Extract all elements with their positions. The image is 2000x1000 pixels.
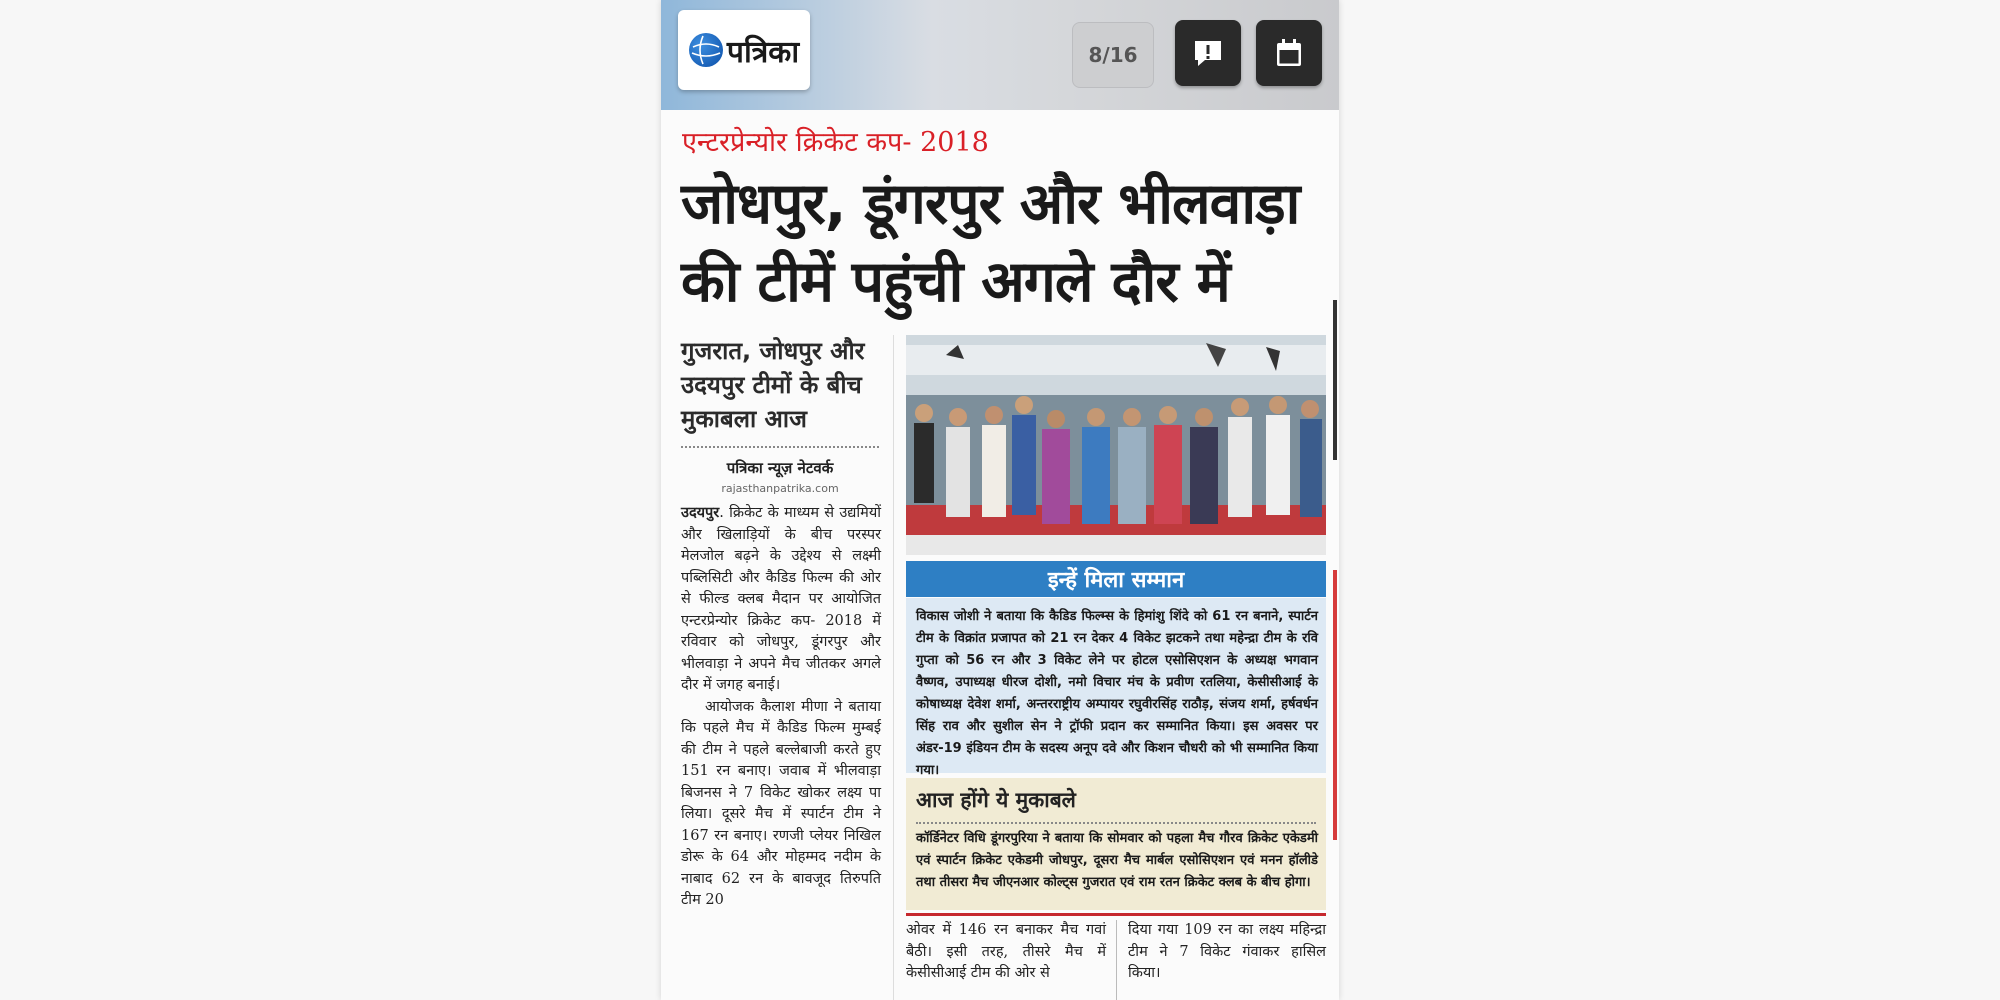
column-divider <box>893 335 894 1000</box>
globe-icon <box>689 33 723 67</box>
honor-box-title: इन्हें मिला सम्मान <box>906 561 1326 597</box>
calendar-icon <box>1272 36 1306 70</box>
page-edge-mark <box>1333 300 1337 460</box>
calendar-button[interactable] <box>1256 20 1322 86</box>
article-headline: जोधपुर, डूंगरपुर और भीलवाड़ा की टीमें पहुंची अगले दौर में <box>681 171 1300 315</box>
honor-box-text: विकास जोशी ने बताया कि कैडिड फिल्म्स के हिमांशु शिंदे को 61 रन बनाने, स्पार्टन टीम के विक्रांत प्रजापत को 21 रन देकर 4 विकेट झटकने तथा महेन्द्रा टीम के रवि गुप्ता को 56 रन और 3 विकेट लेने पर होटल एसोसिएशन के अध्यक्ष भगवान वैष्णव, उपाध्यक्ष धीरज दोशी, नमो विचार मंच के प्रवीण रतलिया, केसीसीआई के कोषाध्यक्ष देवेश शर्मा, अन्तरराष्ट्रीय अम्पायर रघुवीरसिंह राठौड़, संजय शर्मा, हर्षवर्धन सिंह राव और सुशील सेन ने ट्रॉफी प्रदान कर सम्मानित किया। इस अवसर पर अंडर-19 इंडियन टीम के सदस्य अनूप दवे और किशन चौधरी को भी सम्मानित किया गया। <box>916 609 1318 778</box>
matches-box <box>906 778 1326 910</box>
report-button[interactable] <box>1175 20 1241 86</box>
article-subhead: गुजरात, जोधपुर और उदयपुर टीमों के बीच मुकाबला आज <box>681 337 865 433</box>
honor-box <box>906 598 1326 778</box>
team-photo <box>906 335 1326 555</box>
logo-text: पत्रिका <box>726 34 800 70</box>
divider <box>906 913 1326 916</box>
article-byline: पत्रिका न्यूज़ नेटवर्क <box>726 459 834 477</box>
divider <box>681 446 879 448</box>
page-counter[interactable]: 8/16 <box>1072 22 1154 88</box>
paragraph-1: . क्रिकेट के माध्यम से उद्यमियों और खिलाड़ियों के बीच परस्पर मेलजोल बढ़ने के उद्देश्य से लक्ष्मी पब्लिसिटी और कैडिड फिल्म की ओर से फील्ड क्लब मैदान पर आयोजित एन्टरप्रेन्योर क्रिकेट कप- 2018 में रविवार को जोधपुर, डूंगरपुर और भीलवाड़ा ने अपने मैच जीतकर अगले दौर में जगह बनाई। <box>681 505 881 693</box>
page-edge-mark <box>1333 570 1337 840</box>
newspaper-viewer <box>661 0 1339 1000</box>
matches-box-title: आज होंगे ये मुकाबले <box>916 788 1076 812</box>
article-column-2: ओवर में 146 रन बनाकर मैच गवां बैठी। इसी तरह, तीसरे मैच में केसीसीआई टीम की ओर से <box>906 922 1106 981</box>
dateline: उदयपुर <box>681 504 720 521</box>
article-kicker: एन्टरप्रेन्योर क्रिकेट कप- 2018 <box>682 127 989 158</box>
app-header <box>661 0 1339 110</box>
article-column-1 <box>681 502 881 912</box>
article-column-3: दिया गया 109 रन का लक्ष्य महिन्द्रा टीम ने 7 विकेट गंवाकर हासिल किया। <box>1128 922 1326 981</box>
matches-box-text: कॉर्डिनेटर विधि डूंगरपुरिया ने बताया कि सोमवार को पहला मैच गौरव क्रिकेट एकेडमी एवं स्पार्टन क्रिकेट एकेडमी जोधपुर, दूसरा मैच मार्बल एसोसिएशन एवं मनन हॉलीडे तथा तीसरा मैच जीएनआर कोल्ट्स गुजरात एवं राम रतन क्रिकेट क्लब के बीच होगा। <box>916 831 1318 890</box>
patrika-logo[interactable] <box>678 10 810 90</box>
report-icon <box>1191 36 1225 70</box>
newspaper-page[interactable] <box>661 110 1339 1000</box>
paragraph-2: आयोजक कैलाश मीणा ने बताया कि पहले मैच में कैडिड फिल्म मुम्बई की टीम ने पहले बल्लेबाजी करते हुए 151 रन बनाए। जवाब में भीलवाड़ा बिजनस ने 7 विकेट खोकर लक्ष्य पा लिया। दूसरे मैच में स्पार्टन टीम ने 167 रन बनाए। रणजी प्लेयर निखिल डोरू के 64 और मोहम्मद नदीम के नाबाद 62 रन के बावजूद तिरुपति टीम 20 <box>681 698 881 908</box>
article-source-site: rajasthanpatrika.com <box>721 482 839 495</box>
column-divider <box>1116 920 1117 1000</box>
divider <box>916 822 1316 824</box>
